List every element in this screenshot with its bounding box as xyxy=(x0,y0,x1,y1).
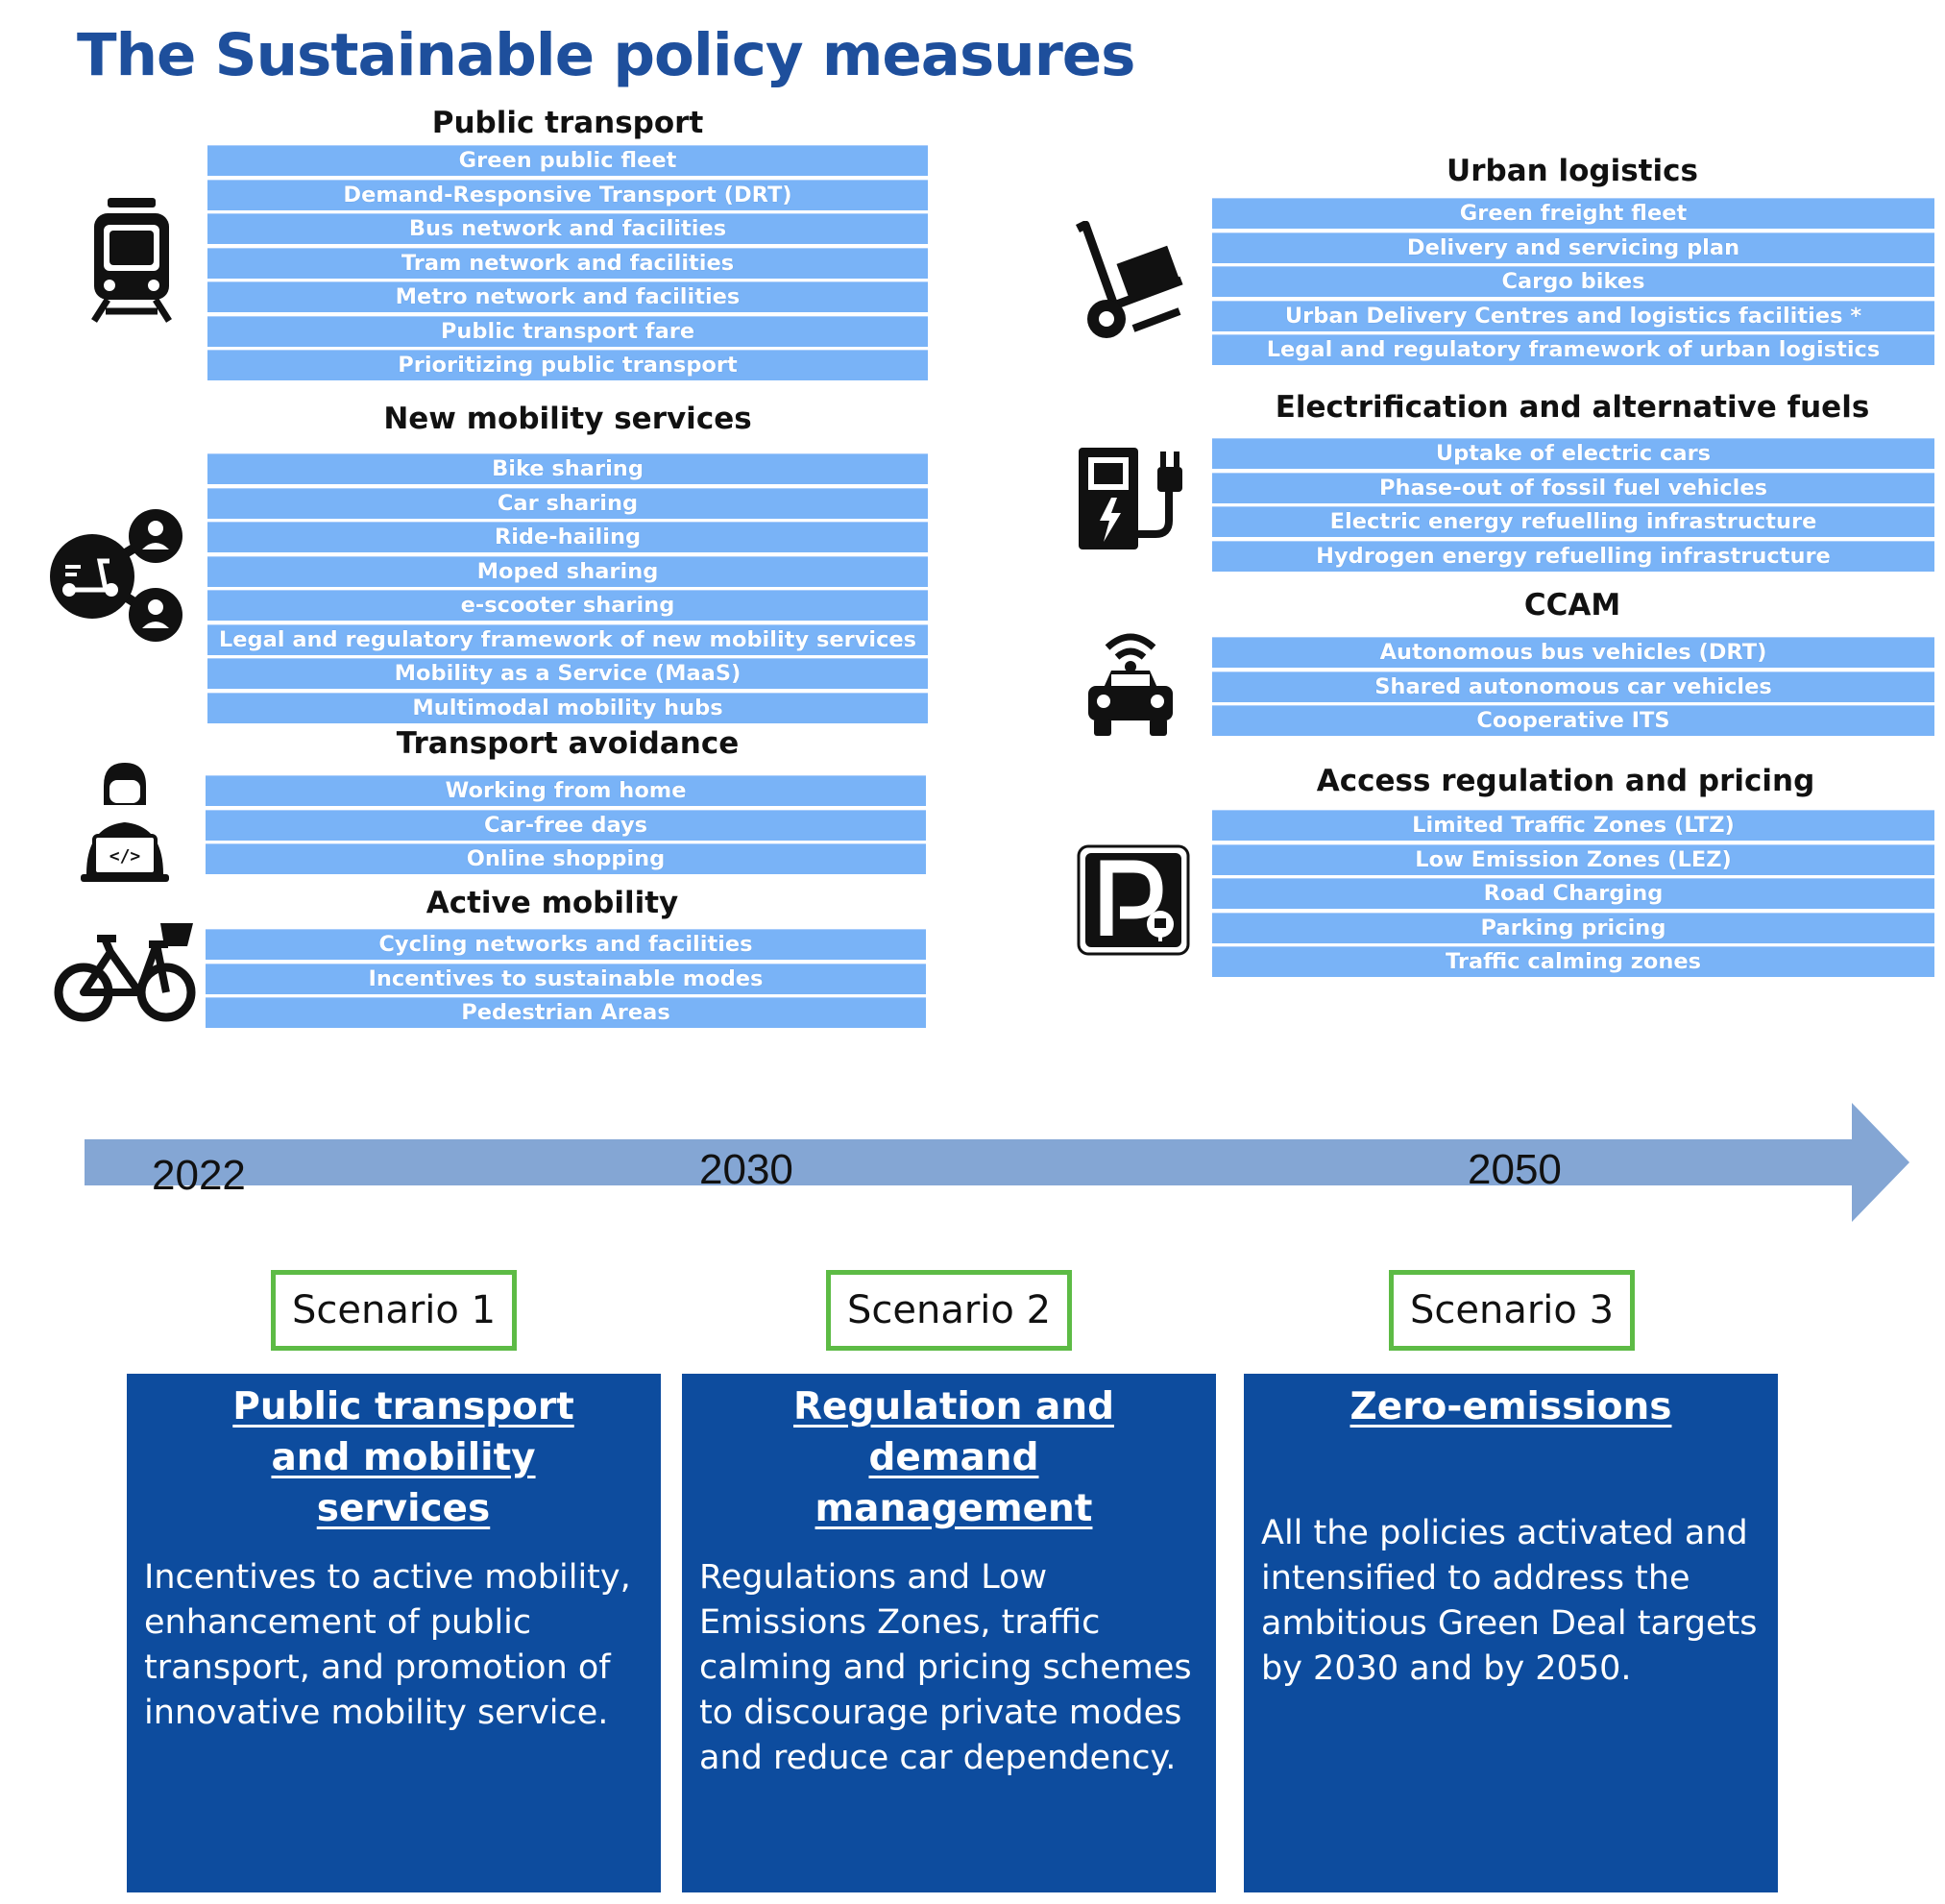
list-item: Prioritizing public transport xyxy=(207,350,928,380)
list-item: Multimodal mobility hubs xyxy=(207,693,928,723)
scenario-1-body: Incentives to active mobility, enhancement of public transport, and promotion of innovative mobility service. xyxy=(144,1558,631,1732)
list-item: Public transport fare xyxy=(207,316,928,347)
scenario-2-body: Regulations and Low Emissions Zones, traffic calming and pricing schemes to discourage private modes and reduce car dependency. xyxy=(699,1558,1192,1777)
list-item: Green public fleet xyxy=(207,145,928,176)
group-title-active-mobility: Active mobility xyxy=(425,886,679,920)
list-active-mobility xyxy=(206,929,926,1032)
list-item: Urban Delivery Centres and logistics facilities * xyxy=(1212,301,1934,331)
list-item: Moped sharing xyxy=(207,556,928,587)
list-item: Car sharing xyxy=(207,488,928,519)
list-item: Mobility as a Service (MaaS) xyxy=(207,658,928,689)
tram-icon xyxy=(86,192,178,327)
list-item: Uptake of electric cars xyxy=(1212,438,1934,469)
list-item: Limited Traffic Zones (LTZ) xyxy=(1212,810,1934,841)
group-title-transport-avoidance: Transport avoidance xyxy=(396,726,740,761)
year-2050: 2050 xyxy=(1468,1146,1562,1193)
scenario-3-label: Scenario 3 xyxy=(1389,1270,1635,1351)
scenario-3-card xyxy=(1244,1374,1778,1892)
list-item: Cargo bikes xyxy=(1212,266,1934,297)
list-item: Traffic calming zones xyxy=(1212,946,1934,977)
list-item: Ride-hailing xyxy=(207,522,928,552)
year-2030: 2030 xyxy=(699,1146,793,1193)
scenario-3-heading: Zero-emissions xyxy=(1349,1385,1672,1428)
group-title-new-mobility: New mobility services xyxy=(383,402,752,436)
list-item: Tram network and facilities xyxy=(207,248,928,279)
list-item: Hydrogen energy refuelling infrastructure xyxy=(1212,541,1934,572)
list-item: Incentives to sustainable modes xyxy=(206,964,926,994)
list-item: Bike sharing xyxy=(207,453,928,484)
year-2022: 2022 xyxy=(152,1152,246,1199)
list-item: e-scooter sharing xyxy=(207,590,928,621)
scenario-2-label: Scenario 2 xyxy=(826,1270,1072,1351)
list-transport-avoidance xyxy=(206,775,926,878)
shared-mobility-icon xyxy=(48,507,187,647)
list-item: Electric energy refuelling infrastructure xyxy=(1212,506,1934,537)
scenario-3-body: All the policies activated and intensified to address the ambitious Green Deal targets by 2030 and by 2050. xyxy=(1261,1514,1758,1688)
list-access-regulation xyxy=(1212,810,1934,981)
group-title-public-transport: Public transport xyxy=(431,106,704,140)
remote-worker-icon xyxy=(77,759,173,884)
list-electrification xyxy=(1212,438,1934,574)
scenario-2-card xyxy=(682,1374,1216,1892)
timeline-arrow xyxy=(85,1103,1909,1237)
list-item: Shared autonomous car vehicles xyxy=(1212,671,1934,702)
list-item: Online shopping xyxy=(206,843,926,874)
list-item: Pedestrian Areas xyxy=(206,997,926,1028)
list-item: Legal and regulatory framework of new mobility services xyxy=(207,624,928,655)
list-item: Cooperative ITS xyxy=(1212,705,1934,736)
list-item: Autonomous bus vehicles (DRT) xyxy=(1212,637,1934,668)
parking-icon xyxy=(1076,843,1191,957)
list-item: Cycling networks and facilities xyxy=(206,929,926,960)
list-public-transport xyxy=(207,145,928,384)
scenario-2-heading: Regulation and demand management xyxy=(793,1385,1114,1530)
list-item: Bus network and facilities xyxy=(207,213,928,244)
svg-text:</>: </> xyxy=(109,846,141,867)
list-item: Road Charging xyxy=(1212,878,1934,909)
group-title-ccam: CCAM xyxy=(1523,588,1621,622)
list-item: Working from home xyxy=(206,775,926,806)
group-title-electrification: Electrification and alternative fuels xyxy=(1275,390,1870,425)
list-item: Metro network and facilities xyxy=(207,281,928,312)
scenario-1-heading: Public transport and mobility services xyxy=(232,1385,574,1530)
list-item: Car-free days xyxy=(206,810,926,841)
timeline-arrow-shape xyxy=(85,1103,1909,1222)
scenario-1-label: Scenario 1 xyxy=(271,1270,517,1351)
connected-car-icon xyxy=(1082,624,1179,745)
list-item: Delivery and servicing plan xyxy=(1212,232,1934,263)
list-urban-logistics xyxy=(1212,198,1934,369)
list-item: Legal and regulatory framework of urban logistics xyxy=(1212,334,1934,365)
scenario-1-card xyxy=(127,1374,661,1892)
list-item: Low Emission Zones (LEZ) xyxy=(1212,844,1934,875)
list-ccam xyxy=(1212,637,1934,740)
list-item: Demand-Responsive Transport (DRT) xyxy=(207,180,928,210)
list-item: Green freight fleet xyxy=(1212,198,1934,229)
list-new-mobility xyxy=(207,453,928,726)
bicycle-icon xyxy=(53,917,197,1028)
list-item: Phase-out of fossil fuel vehicles xyxy=(1212,473,1934,503)
hand-truck-icon xyxy=(1066,221,1191,346)
list-item: Parking pricing xyxy=(1212,913,1934,943)
charging-station-icon xyxy=(1073,442,1193,557)
group-title-access-regulation: Access regulation and pricing xyxy=(1316,764,1815,798)
group-title-urban-logistics: Urban logistics xyxy=(1447,154,1698,188)
page-title: The Sustainable policy measures xyxy=(77,21,1135,89)
